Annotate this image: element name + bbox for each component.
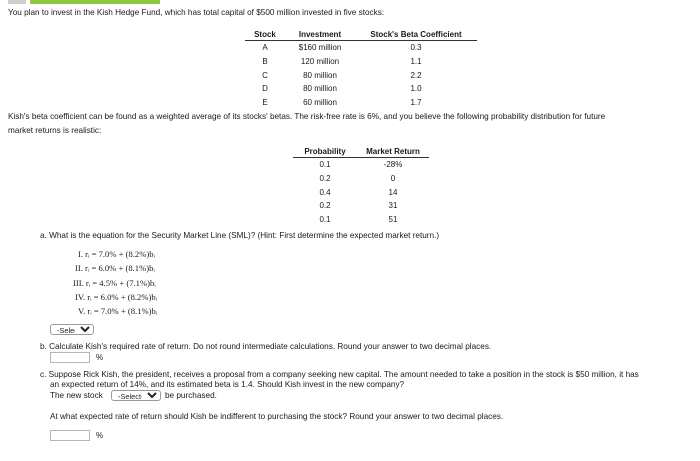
option-number: I. [78, 249, 84, 259]
table-cell: 1.0 [410, 84, 422, 94]
option-number: II. [75, 263, 83, 273]
option-equation: rᵢ = 6.0% + (8.2%)bᵢ [87, 292, 158, 302]
question-c-part2: At what expected rate of return should Kish be indifferent to purchasing the stock? Round your answer to two decimal places. [50, 412, 504, 421]
intro-text: You plan to invest in the Kish Hedge Fund, which has total capital of $500 million invested in five stocks: [8, 8, 385, 17]
table-row [245, 82, 477, 96]
question-b: b. Calculate Kish's required rate of return. Do not round intermediate calculations. Round your answer to two decimal places. [40, 342, 492, 351]
table-cell: 120 million [300, 57, 340, 67]
table-cell: A [262, 43, 268, 53]
stocks-table [245, 28, 477, 109]
option-1 [78, 249, 155, 259]
option-equation: rᵢ = 6.0% + (8.1%)bᵢ [85, 263, 155, 273]
probability-table [293, 145, 429, 226]
table-cell: B [262, 57, 268, 67]
table-cell: 0.2 [319, 174, 331, 184]
indifference-return-input[interactable] [50, 430, 90, 441]
table-row [293, 172, 429, 186]
table-cell: 51 [388, 215, 398, 225]
col-header-investment: Investment [285, 28, 355, 41]
table-cell: 31 [388, 201, 398, 211]
option-equation: rᵢ = 7.0% + (8.1%)bᵢ [87, 306, 158, 316]
option-number: III. [73, 278, 84, 288]
option-equation: rᵢ = 7.0% + (8.2%)bᵢ [85, 249, 155, 259]
percent-label: % [96, 431, 104, 440]
table-cell: 0.3 [410, 43, 422, 53]
progress-bar [30, 0, 160, 4]
table-cell: C [262, 70, 268, 80]
question-c-line1: c. Suppose Rick Kish, the president, receives a proposal from a company seeking new capital. The amount needed to take a position in the stock is $50 million, it has [40, 370, 639, 379]
table-cell: -28% [383, 160, 403, 170]
option-number: IV. [75, 292, 86, 302]
table-cell: 80 million [303, 70, 337, 80]
table-row [293, 213, 429, 227]
beta-text-line1: Kish's beta coefficient can be found as a weighted average of its stocks' betas. The risk-free rate is 6%, and you believe the following probability distribution for future [8, 112, 606, 121]
option-4 [75, 292, 157, 302]
table-cell: 2.2 [410, 70, 422, 80]
question-a: a. What is the equation for the Security Market Line (SML)? (Hint: First determine the expected market return.) [40, 231, 440, 240]
table-row [293, 158, 429, 172]
table-cell: 60 million [303, 98, 337, 108]
option-3 [73, 278, 156, 288]
table-row [293, 199, 429, 213]
table-cell: 1.1 [410, 57, 422, 67]
sml-answer-select[interactable] [50, 324, 94, 335]
beta-text-line2: market returns is realistic: [8, 126, 102, 135]
option-equation: rᵢ = 4.5% + (7.1%)bᵢ [85, 278, 156, 288]
table-cell: 0.2 [319, 201, 331, 211]
table-cell: 0 [390, 174, 396, 184]
table-cell: 14 [388, 187, 398, 197]
table-row [245, 68, 477, 82]
col-header-probability: Probability [293, 145, 357, 158]
table-row [293, 185, 429, 199]
table-cell: 0.4 [319, 187, 331, 197]
new-stock-suffix: be purchased. [165, 391, 217, 400]
option-5 [78, 306, 157, 316]
option-number: V. [78, 306, 86, 316]
table-row [245, 96, 477, 110]
percent-label: % [96, 353, 104, 362]
question-c-line2: an expected return of 14%, and its estimated beta is 1.4. Should Kish invest in the new company? [50, 380, 405, 389]
col-header-beta: Stock's Beta Coefficient [355, 28, 477, 41]
table-row [245, 55, 477, 69]
table-cell: $160 million [298, 43, 342, 53]
purchase-decision-select[interactable] [111, 390, 161, 401]
table-cell: E [262, 98, 268, 108]
table-cell: D [262, 84, 268, 94]
table-cell: 1.7 [410, 98, 422, 108]
option-2 [75, 263, 155, 273]
col-header-market-return: Market Return [357, 145, 429, 158]
table-cell: 80 million [303, 84, 337, 94]
col-header-stock: Stock [245, 28, 285, 41]
top-tab [8, 0, 26, 4]
required-return-input[interactable] [50, 352, 90, 363]
table-cell: 0.1 [319, 215, 331, 225]
table-cell: 0.1 [319, 160, 331, 170]
new-stock-prefix: The new stock [50, 391, 103, 400]
table-row [245, 41, 477, 55]
